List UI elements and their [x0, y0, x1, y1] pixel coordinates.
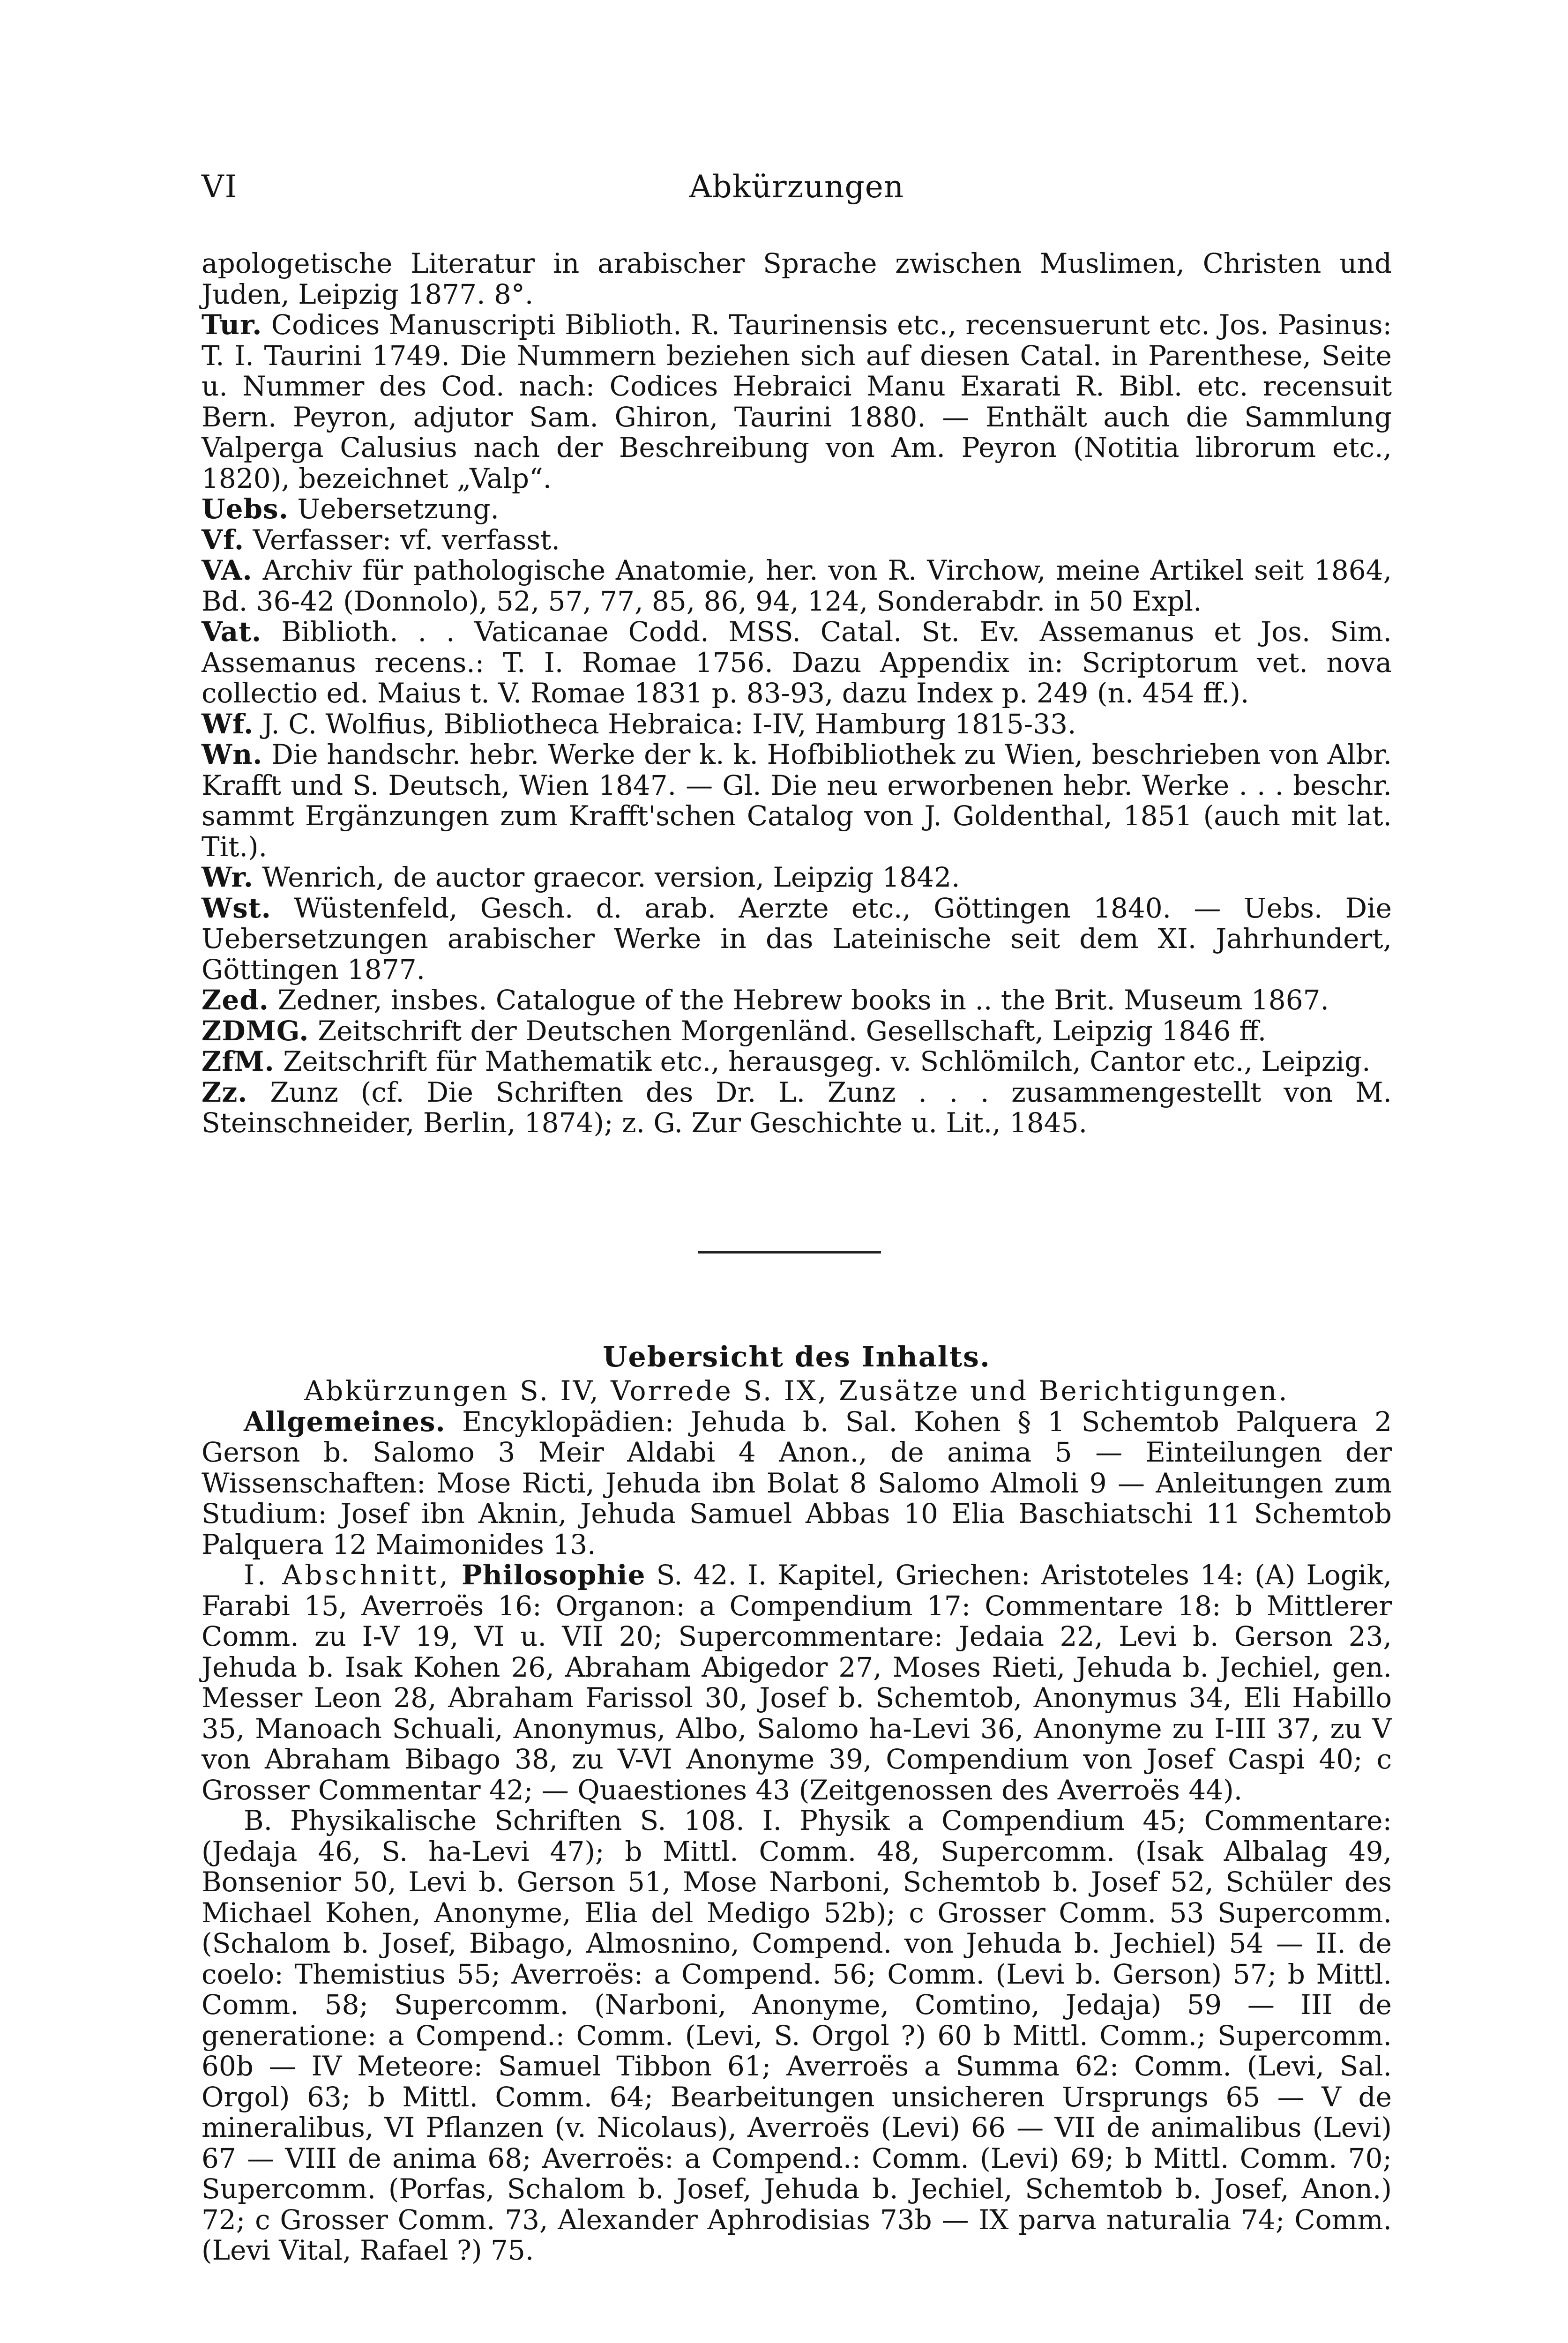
- contents-general-head: Allgemeines.: [244, 1405, 446, 1438]
- abbreviation-key: Vf.: [202, 523, 245, 556]
- abbreviation-text: Wüstenfeld, Gesch. d. arab. Aerzte etc., Göttingen 1840. — Uebs. Die Uebersetzungen arabischer Werke in das Lateinische seit dem XI. Jahrhundert, Göttingen 1877.: [202, 892, 1392, 985]
- abbreviation-key: Zed.: [202, 984, 269, 1016]
- abbreviation-entry: [202, 1046, 1392, 1077]
- abbreviation-key: ZDMG.: [202, 1015, 309, 1047]
- abbreviation-key: ZfM.: [202, 1045, 275, 1077]
- abbreviation-text: Die handschr. hebr. Werke der k. k. Hofbibliothek zu Wien, beschrieben von Albr. Krafft und S. Deutsch, Wien 1847. — Gl. Die neu erworbenen hebr. Werke . . . beschr. sammt Ergänzungen zum Krafft'schen Catalog von J. Goldenthal, 1851 (auch mit lat. Tit.).: [202, 739, 1392, 863]
- abbreviation-key: Wf.: [202, 708, 254, 740]
- abbreviation-text: Zeitschrift der Deutschen Morgenländ. Gesellschaft, Leipzig 1846 ff.: [317, 1015, 1267, 1047]
- abbreviation-text: Wenrich, de auctor graecor. version, Leipzig 1842.: [262, 861, 960, 893]
- abbreviation-entry: [202, 985, 1392, 1016]
- contents-general: [202, 1407, 1392, 1560]
- abbreviation-entry: [202, 248, 1392, 310]
- abbreviation-entry: [202, 709, 1392, 740]
- abbreviation-text: J. C. Wolfius, Bibliotheca Hebraica: I-IV, Hamburg 1815-33.: [262, 708, 1076, 740]
- abbreviation-key: Zz.: [202, 1076, 248, 1108]
- abbreviation-entry: [202, 310, 1392, 494]
- contents-section-b: B. Physikalische Schriften S. 108. I. Physik a Compendium 45; Commentare: (Jedaja 46, S. ha-Levi 47); b Mittl. Comm. 48, Supercomm. (Isak Albalag 49, Bonsenior 50, Levi b. Gerson 51, Mose Narboni, Schemtob b. Josef 52, Schüler des Michael Kohen, Anonyme, Elia del Medigo 52b); c Grosser Comm. 53 Supercomm. (Schalom b. Josef, Bibago, Almosnino, Compend. von Jehuda b. Jechiel) 54 — II. de coelo: Themistius 55; Averroës: a Compend. 56; Comm. (Levi b. Gerson) 57; b Mittl. Comm. 58; Supercomm. (Narboni, Anonyme, Comtino, Jedaja) 59 — III de generatione: a Compend.: Comm. (Levi, S. Orgol ?) 60 b Mittl. Comm.; Supercomm. 60b — IV Meteore: Samuel Tibbon 61; Averroës a Summa 62: Comm. (Levi, Sal. Orgol) 63; b Mittl. Comm. 64; Bearbeitungen unsicheren Ursprungs 65 — V de mineralibus, VI Pflanzen (v. Nicolaus), Averroës (Levi) 66 — VII de animalibus (Levi) 67 — VIII de anima 68; Averroës: a Compend.: Comm. (Levi) 69; b Mittl. Comm. 70; Supercomm. (Porfas, Schalom b. Josef, Jehuda b. Jechiel, Schemtob b. Josef, Anon.) 72; c Grosser Comm. 73, Alexander Aphrodisias 73b — IX parva naturalia 74; Comm. (Levi Vital, Rafael ?) 75.: [202, 1805, 1392, 2266]
- section-divider: [698, 1251, 881, 1254]
- abbreviation-text: Biblioth. . . Vaticanae Codd. MSS. Catal. St. Ev. Assemanus et Jos. Sim. Assemanus recens.: T. I. Romae 1756. Dazu Appendix in: Scriptorum vet. nova collectio ed. Maius t. V. Romae 1831 p. 83-93, dazu Index p. 249 (n. 454 ff.).: [202, 616, 1392, 709]
- abbreviation-text: Archiv für pathologische Anatomie, her. von R. Virchow, meine Artikel seit 1864, Bd. 36-42 (Donnolo), 52, 57, 77, 85, 86, 94, 124, Sonderabdr. in 50 Expl.: [202, 554, 1392, 617]
- page-number: VI: [202, 169, 238, 205]
- contents-section-1-head: Philosophie: [461, 1559, 646, 1591]
- contents-general-text: Encyklopädien: Jehuda b. Sal. Kohen § 1 Schemtob Palquera 2 Gerson b. Salomo 3 Meir Aldabi 4 Anon., de anima 5 — Einteilungen der Wissenschaften: Mose Ricti, Jehuda ibn Bolat 8 Salomo Almoli 9 — Anleitungen zum Studium: Josef ibn Aknin, Jehuda Samuel Abbas 10 Elia Baschiatschi 11 Schemtob Palquera 12 Maimonides 13.: [202, 1405, 1392, 1560]
- contents-title: Uebersicht des Inhalts.: [603, 1341, 991, 1373]
- abbreviation-entry: [202, 739, 1392, 862]
- table-of-contents: [202, 1340, 1392, 2266]
- abbreviation-text: Zedner, insbes. Catalogue of the Hebrew books in .. the Brit. Museum 1867.: [277, 984, 1329, 1016]
- abbreviation-entry: [202, 1016, 1392, 1047]
- abbreviation-list: [202, 248, 1392, 1139]
- abbreviation-text: apologetische Literatur in arabischer Sprache zwischen Muslimen, Christen und Juden, Leipzig 1877. 8°.: [202, 247, 1392, 310]
- contents-section-1-text: S. 42. I. Kapitel, Griechen: Aristoteles 14: (A) Logik, Farabi 15, Averroës 16: Organon: a Compendium 17: Commentare 18: b Mittlerer Comm. zu I-V 19, VI u. VII 20; Supercommentare: Jedaia 22, Levi b. Gerson 23, Jehuda b. Isak Kohen 26, Abraham Abigedor 27, Moses Rieti, Jehuda b. Jechiel, gen. Messer Leon 28, Abraham Farissol 30, Josef b. Schemtob, Anonymus 34, Eli Habillo 35, Manoach Schuali, Anonymus, Albo, Salomo ha-Levi 36, Anonyme zu I-III 37, zu V von Abraham Bibago 38, zu V-VI Anonyme 39, Compendium von Josef Caspi 40; c Grosser Commentar 42; — Quaestiones 43 (Zeitgenossen des Averroës 44).: [202, 1559, 1392, 1806]
- abbreviation-key: VA.: [202, 554, 253, 586]
- abbreviation-key: Uebs.: [202, 493, 289, 525]
- running-head: [202, 169, 1392, 220]
- abbreviation-key: Wst.: [202, 892, 271, 924]
- abbreviation-key: Tur.: [202, 309, 262, 341]
- abbreviation-text: Zunz (cf. Die Schriften des Dr. L. Zunz . . . zusammengestellt von M. Steinschneider, Berlin, 1874); z. G. Zur Geschichte u. Lit., 1845.: [202, 1076, 1392, 1139]
- abbreviation-text: Zeitschrift für Mathematik etc., herausgeg. v. Schlömilch, Cantor etc., Leipzig.: [283, 1045, 1371, 1077]
- abbreviation-entry: [202, 893, 1392, 985]
- abbreviation-text: Verfasser: vf. verfasst.: [253, 523, 560, 556]
- abbreviation-entry: [202, 525, 1392, 556]
- page-title: Abkürzungen: [689, 169, 904, 205]
- abbreviation-entry: [202, 617, 1392, 709]
- abbreviation-text: Uebersetzung.: [297, 493, 499, 525]
- abbreviation-entry: [202, 494, 1392, 525]
- abbreviation-text: Codices Manuscripti Biblioth. R. Taurinensis etc., recensuerunt etc. Jos. Pasinus: T. I. Taurini 1749. Die Nummern beziehen sich auf diesen Catal. in Parenthese, Seite u. Nummer des Cod. nach: Codices Hebraici Manu Exarati R. Bibl. etc. recensuit Bern. Peyron, adjutor Sam. Ghiron, Taurini 1880. — Enthält auch die Sammlung Valperga Calusius nach der Beschreibung von Am. Peyron (Notitia librorum etc., 1820), bezeichnet „Valp“.: [202, 309, 1392, 494]
- abbreviation-key: Wr.: [202, 861, 254, 893]
- abbreviation-entry: [202, 1077, 1392, 1139]
- abbreviation-entry: [202, 555, 1392, 617]
- abbreviation-key: Vat.: [202, 616, 262, 648]
- contents-front-matter: Abkürzungen S. IV, Vorrede S. IX, Zusätze und Berichtigungen.: [304, 1375, 1289, 1407]
- contents-section-1: [202, 1560, 1392, 1806]
- abbreviation-entry: [202, 862, 1392, 893]
- contents-section-1-lead: I. Abschnitt,: [244, 1559, 451, 1591]
- abbreviation-key: Wn.: [202, 739, 263, 770]
